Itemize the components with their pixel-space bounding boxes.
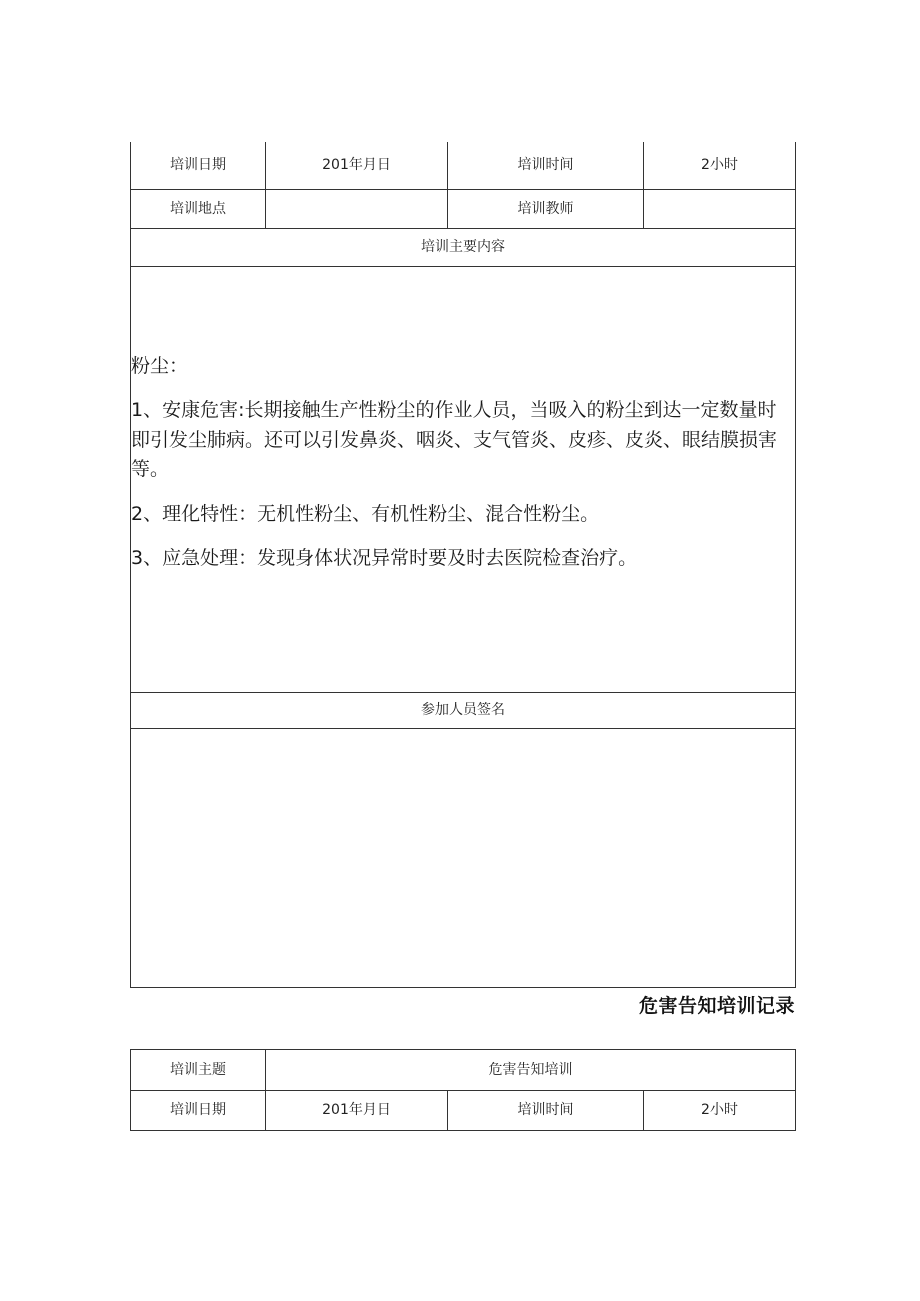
table-row — [131, 267, 796, 693]
topic-label: 培训主题 — [131, 1050, 266, 1091]
signature-header: 参加人员签名 — [131, 693, 796, 729]
content-item-1: 1、安康危害:长期接触生产性粉尘的作业人员，当吸入的粉尘到达一定数量时即引发尘肺病。还可以引发鼻炎、咽炎、支气管炎、皮疹、皮炎、眼结膜损害等。 — [131, 399, 778, 481]
date-value: 201年月日 — [266, 142, 448, 190]
location-value — [266, 190, 448, 229]
time-value: 2小时 — [644, 142, 796, 190]
training-record-table-top — [130, 142, 796, 988]
teacher-label: 培训教师 — [448, 190, 644, 229]
document-title: 危害告知培训记录 — [638, 995, 795, 1017]
table-row — [131, 229, 796, 267]
table-row — [131, 729, 796, 988]
time-label: 培训时间 — [448, 142, 644, 190]
table-row — [131, 190, 796, 229]
content-item-3: 3、应急处理：发现身体状况异常时要及时去医院检查治疗。 — [131, 547, 638, 570]
training-record-table-bottom — [130, 1049, 796, 1131]
content-body — [131, 267, 795, 574]
date-value: 201年月日 — [266, 1091, 448, 1131]
table-row — [131, 693, 796, 729]
date-label: 培训日期 — [131, 142, 266, 190]
content-heading: 粉尘： — [131, 355, 189, 377]
content-item-2: 2、理化特性：无机性粉尘、有机性粉尘、混合性粉尘。 — [131, 502, 600, 525]
content-cell — [131, 267, 796, 693]
signature-area — [131, 729, 796, 988]
table-row — [131, 1050, 796, 1091]
time-label: 培训时间 — [448, 1091, 644, 1131]
location-label: 培训地点 — [131, 190, 266, 229]
table-row — [131, 1091, 796, 1131]
time-value: 2小时 — [644, 1091, 796, 1131]
content-header: 培训主要内容 — [131, 229, 796, 267]
table-row — [131, 142, 796, 190]
teacher-value — [644, 190, 796, 229]
topic-value: 危害告知培训 — [266, 1050, 796, 1091]
date-label: 培训日期 — [131, 1091, 266, 1131]
